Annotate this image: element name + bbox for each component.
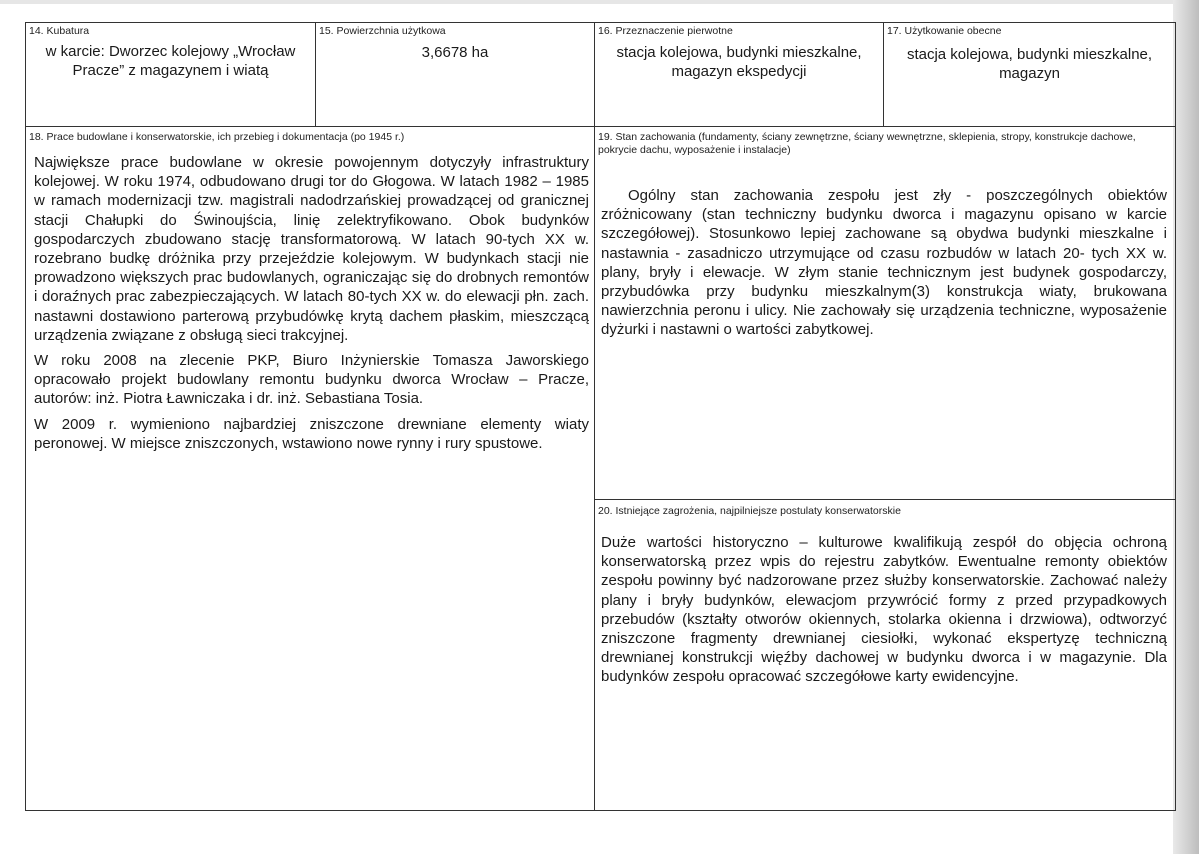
field-14-value: w karcie: Dworzec kolejowy „Wrocław Pracze” z magazynem i wiatą	[45, 43, 296, 79]
field-14-label: 14. Kubatura	[29, 25, 90, 37]
field-17-value: stacja kolejowa, budynki mieszkalne, magazyn	[906, 46, 1153, 82]
field-18-paragraph: W roku 2008 na zlecenie PKP, Biuro Inżynierskie Tomasza Jaworskiego opracowało projekt budowlany remontu budynku dworca Wrocław – Pracze, autorów: inż. Piotra Ławniczaka i dr. inż. Sebastiana Tosia.	[34, 352, 589, 408]
field-17-label: 17. Użytkowanie obecne	[887, 25, 1002, 37]
field-18-prace-budowlane	[26, 127, 595, 811]
field-15-powierzchnia	[316, 23, 595, 127]
field-16-value: stacja kolejowa, budynki mieszkalne, magazyn ekspedycji	[616, 44, 862, 80]
field-15-value: 3,6678 ha	[421, 44, 489, 61]
field-19-content: Ogólny stan zachowania zespołu jest zły - poszczególnych obiektów zróżnicowany (stan techniczny budynku dworca i magazynu opisano w karcie szczegółowej). Stosunkowo lepiej zachowane są obydwa budynki mieszkalne i nastawnia - zasadniczo utrzymujące od czasu rozbudów w latach 20- tych XX w. plany, bryły i elewacje. W złym stanie technicznym jest budynek gospodarczy, przybudówka przy budynku mieszkalnym(3) konstrukcja wiaty, brukowana nawierzchnia peronu i ulicy. Nie zachowały się urządzenia techniczne, wyposażenie dyżurki i nastawni o wartości zabytkowej.	[601, 187, 1167, 339]
field-16-przeznaczenie	[595, 23, 884, 127]
field-20-content: Duże wartości historyczno – kulturowe kwalifikują zespół do objęcia ochroną konserwatorską przez wpis do rejestru zabytków. Ewentualne remonty obiektów zespołu powinny być nadzorowane przez służby konserwatorskie. Zachować należy plany i bryły budynków, elewacjom przywrócić formy z przed przypadkowych przebudów (kształty otworów okiennych, stolarka okienna i drzwiowa), odtworzyć zniszczone fragmenty drewnianej ciesiołki, wykonać ekspertyzę techniczną drewnianej konstrukcji więźby dachowej w budynku dworca i w magazynie. Dla budynków zespołu opracować szczegółowe karty ewidencyjne.	[601, 534, 1167, 686]
scan-border-top	[0, 0, 1199, 4]
field-20-zagrozenia	[595, 500, 1176, 811]
scan-border-right	[1173, 0, 1199, 854]
field-18-paragraph: Największe prace budowlane w okresie powojennym dotyczyły infrastruktury kolejowej. W roku 1974, odbudowano drugi tor do Głogowa. W latach 1982 – 1985 w ramach modernizacji tzw. magistrali nadodrzańskiej prowadzącej od granicznej stacji Chałupki do Świnoujścia, linię zelektryfikowano. Obok budynków gospodarczych zbudowano stację transformatorową. W latach 90-tych XX w. rozebrano budkę dróżnika przy przejeździe kolejowym. W budynkach stacji nie prowadzono większych prac budowlanych, ograniczając się do drobnych remontów i doraźnych prac zabezpieczających. W latach 80-tych XX w. do elewacji płn. zach. nastawni dostawiono parterową przybudówkę krytą dachem płaskim, mieszczącą urządzenia związane z obsługą sieci trakcyjnej.	[34, 154, 589, 344]
record-card-sheet	[25, 22, 1176, 811]
field-18-label: 18. Prace budowlane i konserwatorskie, ich przebieg i dokumentacja (po 1945 r.)	[29, 131, 405, 143]
field-14-kubatura	[26, 23, 316, 127]
field-17-uzytkowanie	[884, 23, 1176, 127]
field-19-label: 19. Stan zachowania (fundamenty, ściany zewnętrzne, ściany wewnętrzne, sklepienia, stropy, konstrukcje dachowe, pokrycie dachu, wyposażenie i instalacje)	[598, 131, 1136, 156]
field-18-content	[26, 144, 594, 453]
field-18-paragraph: W 2009 r. wymieniono najbardziej zniszczone drewniane elementy wiaty peronowej. W miejsce zniszczonych, wstawiono nowe rynny i rury spustowe.	[34, 415, 589, 452]
field-19-stan-zachowania	[595, 127, 1176, 500]
field-20-label: 20. Istniejące zagrożenia, najpilniejsze postulaty konserwatorskie	[598, 505, 901, 517]
field-15-label: 15. Powierzchnia użytkowa	[319, 25, 446, 37]
field-16-label: 16. Przeznaczenie pierwotne	[598, 25, 733, 37]
